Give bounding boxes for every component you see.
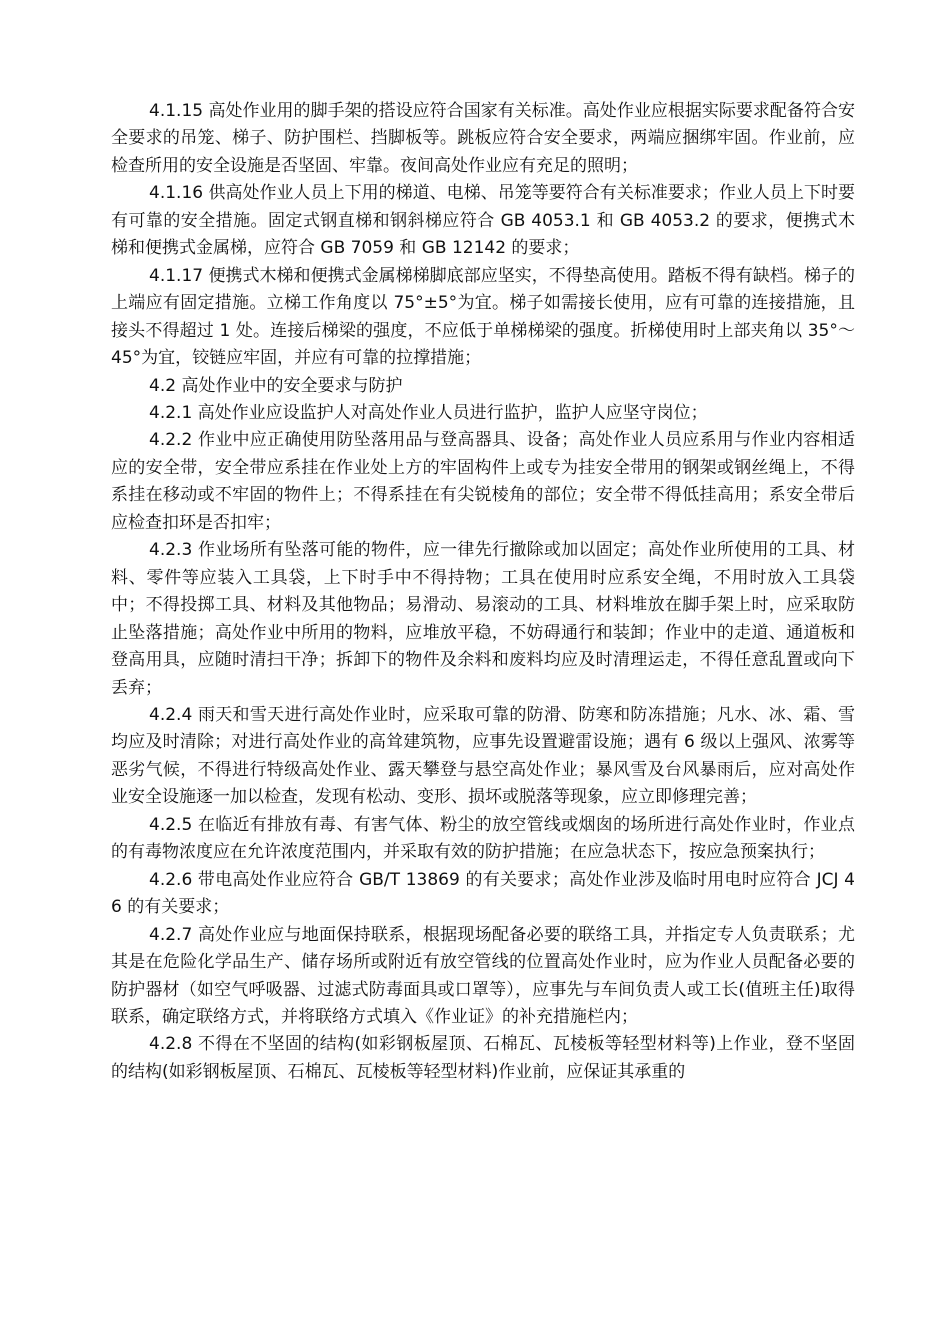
section-heading-4-2: 4.2 高处作业中的安全要求与防护 xyxy=(149,375,403,396)
document-page xyxy=(111,98,855,1086)
clause-4-2-6: 4.2.6 带电高处作业应符合 GB/T 13869 的有关要求；高处作业涉及临时用电时应符合 JCJ 46 的有关要求； xyxy=(111,869,855,918)
clause-4-2-5: 4.2.5 在临近有排放有毒、有害气体、粉尘的放空管线或烟囱的场所进行高处作业时，作业点的有毒物浓度应在允许浓度范围内，并采取有效的防护措施；在应急状态下，按应急预案执行； xyxy=(111,814,855,863)
clause-4-2-3: 4.2.3 作业场所有坠落可能的物件，应一律先行撤除或加以固定；高处作业所使用的工具、材料、零件等应装入工具袋，上下时手中不得持物；工具在使用时应系安全绳，不用时放入工具袋中；不得投掷工具、材料及其他物品；易滑动、易滚动的工具、材料堆放在脚手架上时，应采取防止坠落措施；高处作业中所用的物料，应堆放平稳，不妨碍通行和装卸；作业中的走道、通道板和登高用具，应随时清扫干净；拆卸下的物件及余料和废料均应及时清理运走，不得任意乱置或向下丢弃； xyxy=(111,540,855,698)
clause-4-2-8: 4.2.8 不得在不坚固的结构(如彩钢板屋顶、石棉瓦、瓦棱板等轻型材料等)上作业，登不坚固的结构(如彩钢板屋顶、石棉瓦、瓦棱板等轻型材料)作业前，应保证其承重的 xyxy=(111,1034,855,1082)
clause-4-2-7: 4.2.7 高处作业应与地面保持联系，根据现场配备必要的联络工具，并指定专人负责联系；尤其是在危险化学品生产、储存场所或附近有放空管线的位置高处作业时，应为作业人员配备必要的防护器材（如空气呼吸器、过滤式防毒面具或口罩等），应事先与车间负责人或工长(值班主任)取得联系，确定联络方式，并将联络方式填入《作业证》的补充措施栏内； xyxy=(111,924,855,1027)
clause-4-2-4: 4.2.4 雨天和雪天进行高处作业时，应采取可靠的防滑、防寒和防冻措施；凡水、冰、霜、雪均应及时清除；对进行高处作业的高耸建筑物，应事先设置避雷设施；遇有 6 级以上强风、浓雾等恶劣气候，不得进行特级高处作业、露天攀登与悬空高处作业；暴风雪及台风暴雨后，应对高处作业安全设施逐一加以检查，发现有松动、变形、损坏或脱落等现象，应立即修理完善； xyxy=(111,704,855,808)
clause-4-2-1: 4.2.1 高处作业应设监护人对高处作业人员进行监护，监护人应坚守岗位； xyxy=(149,402,708,423)
clause-4-1-17: 4.1.17 便携式木梯和便携式金属梯梯脚底部应坚实，不得垫高使用。踏板不得有缺档。梯子的上端应有固定措施。立梯工作角度以 75°±5°为宜。梯子如需接长使用，应有可靠的连接措施，且接头不得超过 1 处。连接后梯梁的强度，不应低于单梯梯梁的强度。折梯使用时上部夹角以 35°～45°为宜，铰链应牢固，并应有可靠的拉撑措施； xyxy=(111,265,855,369)
clause-4-2-2: 4.2.2 作业中应正确使用防坠落用品与登高器具、设备；高处作业人员应系用与作业内容相适应的安全带，安全带应系挂在作业处上方的牢固构件上或专为挂安全带用的钢架或钢丝绳上，不得系挂在移动或不牢固的物件上；不得系挂在有尖锐棱角的部位；安全带不得低挂高用；系安全带后应检查扣环是否扣牢； xyxy=(111,430,855,533)
clause-4-1-15: 4.1.15 高处作业用的脚手架的搭设应符合国家有关标准。高处作业应根据实际要求配备符合安全要求的吊笼、梯子、防护围栏、挡脚板等。跳板应符合安全要求，两端应捆绑牢固。作业前，应检查所用的安全设施是否坚固、牢靠。夜间高处作业应有充足的照明； xyxy=(111,101,855,176)
clause-4-1-16: 4.1.16 供高处作业人员上下用的梯道、电梯、吊笼等要符合有关标准要求；作业人员上下时要有可靠的安全措施。固定式钢直梯和钢斜梯应符合 GB 4053.1 和 GB 4053.2 的要求，便携式木梯和便携式金属梯，应符合 GB 7059 和 GB 12142 的要求； xyxy=(111,183,855,259)
